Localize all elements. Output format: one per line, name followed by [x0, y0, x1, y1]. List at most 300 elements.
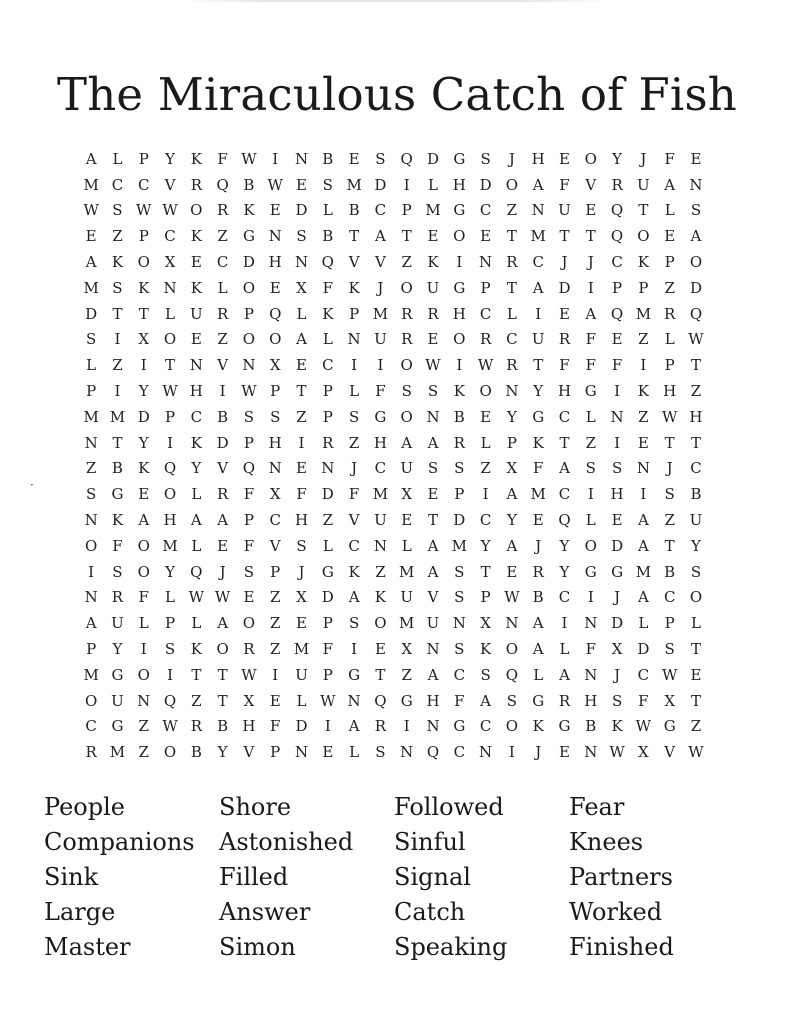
grid-letter: X [243, 691, 255, 710]
grid-letter: V [269, 536, 281, 555]
grid-letter: A [559, 459, 570, 478]
grid-letter: S [348, 614, 360, 633]
grid-letter: P [664, 253, 675, 272]
grid-letter: B [243, 175, 255, 194]
grid-letter: I [640, 485, 647, 504]
grid-letter: I [508, 743, 515, 762]
grid-letter: X [269, 356, 281, 375]
grid-letter: L [217, 278, 228, 297]
grid-letter: J [298, 562, 305, 581]
grid-letter: G [111, 665, 124, 684]
grid-letter: R [532, 562, 544, 581]
grid-letter: N [294, 253, 309, 272]
grid-letter: T [401, 227, 412, 246]
grid-letter: L [191, 536, 202, 555]
grid-letter: M [162, 536, 178, 555]
grid-letter: H [373, 433, 387, 452]
grid-letter: D [321, 485, 334, 504]
grid-letter: L [191, 485, 202, 504]
grid-letter: H [294, 511, 309, 530]
grid-letter: I [88, 562, 95, 581]
grid-letter: D [689, 278, 702, 297]
grid-letter: C [479, 201, 492, 220]
grid-letter: H [452, 304, 466, 323]
grid-letter: E [532, 511, 544, 530]
grid-letter: L [664, 330, 675, 349]
grid-letter: Y [138, 382, 149, 401]
grid-letter: G [321, 562, 334, 581]
word-list-item: Sink [44, 863, 99, 891]
grid-letter: E [559, 743, 570, 762]
grid-letter: M [83, 175, 99, 194]
grid-letter: D [558, 278, 571, 297]
grid-letter: U [558, 201, 571, 220]
grid-letter: G [584, 562, 597, 581]
word-list-item: Knees [569, 828, 644, 856]
grid-letter: L [585, 511, 596, 530]
grid-letter: Q [163, 459, 177, 478]
grid-letter: R [427, 304, 439, 323]
grid-letter: A [217, 614, 229, 633]
grid-letter: Q [242, 459, 256, 478]
grid-letter: G [532, 691, 545, 710]
grid-letter: A [190, 511, 202, 530]
grid-letter: C [269, 511, 281, 530]
grid-letter: K [138, 278, 150, 297]
grid-letter: P [349, 304, 360, 323]
grid-letter: I [272, 665, 279, 684]
grid-letter: Z [585, 433, 596, 452]
grid-letter: F [532, 459, 544, 478]
grid-letter: V [243, 743, 255, 762]
grid-letter: E [296, 175, 307, 194]
grid-letter: O [163, 485, 177, 504]
scan-edge-line [180, 0, 610, 2]
grid-letter: J [351, 459, 358, 478]
grid-letter: B [348, 201, 360, 220]
grid-letter: T [112, 433, 123, 452]
grid-letter: H [531, 149, 545, 168]
grid-letter: E [348, 149, 360, 168]
grid-letter: K [348, 278, 360, 297]
grid-letter: I [351, 640, 358, 659]
grid-letter: W [241, 149, 257, 168]
grid-letter: K [479, 640, 492, 659]
grid-letter: B [690, 485, 702, 504]
grid-letter: K [322, 304, 334, 323]
grid-letter: F [270, 717, 281, 736]
grid-letter: I [167, 433, 173, 452]
grid-letter: W [320, 691, 336, 710]
grid-letter: L [86, 356, 97, 375]
grid-letter: E [296, 356, 307, 375]
grid-letter: Q [558, 511, 571, 530]
grid-letter: I [324, 717, 331, 736]
grid-letter: I [614, 433, 621, 452]
grid-letter: G [558, 717, 571, 736]
grid-letter: C [479, 304, 492, 323]
grid-letter: I [403, 717, 410, 736]
grid-letter: S [86, 330, 97, 349]
grid-letter: I [272, 149, 279, 168]
grid-letter: T [349, 227, 360, 246]
grid-letter: N [137, 691, 151, 710]
grid-letter: Y [559, 562, 570, 581]
grid-letter: Z [664, 511, 675, 530]
grid-letter: C [690, 459, 702, 478]
grid-letter: Z [270, 614, 281, 633]
grid-letter: J [535, 536, 542, 555]
grid-letter: E [559, 149, 570, 168]
grid-letter: Q [190, 562, 203, 581]
grid-letter: H [689, 407, 703, 426]
grid-letter: H [663, 382, 677, 401]
grid-letter: X [164, 253, 176, 272]
grid-letter: O [505, 175, 519, 194]
grid-letter: K [190, 433, 202, 452]
grid-letter: N [584, 614, 598, 633]
grid-letter: F [559, 356, 570, 375]
grid-letter: U [400, 588, 414, 607]
grid-letter: J [614, 588, 621, 607]
grid-letter: P [480, 278, 491, 297]
grid-letter: N [505, 382, 519, 401]
grid-letter: K [427, 253, 439, 272]
grid-letter: C [637, 665, 650, 684]
grid-letter: K [111, 511, 124, 530]
grid-letter: X [296, 588, 307, 607]
grid-letter: G [453, 717, 466, 736]
word-list-item: Answer [219, 898, 311, 926]
grid-letter: J [587, 253, 594, 272]
grid-letter: L [138, 614, 149, 633]
grid-letter: E [559, 304, 570, 323]
grid-letter: F [112, 536, 123, 555]
grid-letter: M [83, 407, 99, 426]
grid-letter: N [84, 433, 98, 452]
grid-letter: T [664, 433, 675, 452]
grid-letter: X [401, 485, 413, 504]
grid-letter: D [321, 588, 334, 607]
word-list-item: Finished [569, 933, 674, 961]
grid-letter: A [532, 175, 544, 194]
grid-letter: S [664, 640, 675, 659]
grid-letter: E [427, 485, 439, 504]
grid-letter: C [558, 588, 571, 607]
grid-letter: R [243, 640, 255, 659]
grid-letter: T [690, 640, 701, 659]
grid-letter: L [506, 304, 517, 323]
grid-letter: L [322, 201, 333, 220]
grid-letter: M [530, 485, 546, 504]
grid-letter: Y [112, 640, 123, 659]
grid-letter: Z [690, 382, 702, 401]
grid-letter: I [403, 175, 410, 194]
grid-letter: G [453, 149, 466, 168]
grid-letter: P [322, 665, 333, 684]
grid-letter: D [85, 304, 98, 323]
grid-letter: Y [506, 407, 517, 426]
word-list-item: Companions [44, 828, 195, 856]
word-list-item: Shore [219, 793, 292, 821]
grid-letter: O [689, 588, 703, 607]
grid-letter: E [374, 640, 386, 659]
grid-letter: F [585, 356, 596, 375]
grid-letter: L [112, 149, 123, 168]
grid-letter: J [640, 149, 647, 168]
grid-letter: O [584, 149, 597, 168]
grid-letter: U [111, 691, 124, 710]
grid-letter: G [111, 485, 124, 504]
grid-letter: Y [191, 459, 202, 478]
grid-letter: M [399, 614, 415, 633]
grid-letter: C [558, 485, 571, 504]
grid-letter: Z [506, 201, 518, 220]
grid-letter: S [112, 562, 123, 581]
grid-letter: G [111, 717, 124, 736]
grid-letter: H [268, 433, 282, 452]
grid-letter: M [635, 562, 652, 581]
grid-letter: S [427, 382, 439, 401]
grid-letter: H [163, 511, 177, 530]
grid-letter: R [506, 356, 518, 375]
grid-letter: F [322, 278, 334, 297]
grid-letter: G [584, 382, 597, 401]
grid-letter: D [637, 640, 650, 659]
grid-letter: L [559, 640, 570, 659]
grid-letter: B [217, 407, 229, 426]
grid-letter: A [348, 588, 360, 607]
grid-letter: G [374, 407, 387, 426]
grid-letter: C [322, 356, 334, 375]
grid-letter: I [587, 588, 594, 607]
grid-letter: Z [375, 562, 386, 581]
grid-letter: O [242, 330, 256, 349]
grid-letter: N [452, 614, 466, 633]
grid-letter: W [688, 330, 704, 349]
grid-letter: S [86, 485, 97, 504]
grid-letter: Y [480, 536, 491, 555]
grid-letter: O [84, 536, 98, 555]
grid-letter: L [349, 743, 360, 762]
grid-letter: M [83, 278, 99, 297]
grid-letter: W [635, 717, 652, 736]
grid-letter: K [138, 459, 150, 478]
grid-letter: X [138, 330, 150, 349]
grid-letter: X [296, 278, 307, 297]
grid-letter: O [137, 536, 150, 555]
grid-letter: R [216, 201, 229, 220]
grid-letter: V [664, 743, 676, 762]
grid-letter: A [690, 227, 702, 246]
grid-letter: V [374, 253, 386, 272]
grid-letter: O [84, 691, 98, 710]
grid-letter: H [557, 382, 572, 401]
grid-letter: Z [191, 691, 202, 710]
grid-letter: P [86, 382, 97, 401]
grid-letter: T [217, 665, 228, 684]
grid-letter: V [585, 175, 597, 194]
grid-letter: S [112, 201, 123, 220]
grid-letter: N [347, 330, 361, 349]
grid-letter: U [374, 330, 387, 349]
grid-letter: Y [138, 433, 149, 452]
grid-letter: I [614, 382, 621, 401]
grid-letter: J [666, 459, 673, 478]
grid-letter: O [453, 227, 466, 246]
grid-letter: I [640, 356, 647, 375]
grid-letter: A [427, 665, 439, 684]
grid-letter: N [400, 743, 414, 762]
grid-letter: N [294, 743, 309, 762]
grid-letter: O [190, 201, 203, 220]
grid-letter: S [375, 149, 386, 168]
grid-letter: O [637, 227, 650, 246]
grid-letter: Z [401, 253, 412, 272]
grid-letter: A [427, 536, 439, 555]
grid-letter: S [348, 407, 360, 426]
grid-letter: R [401, 330, 413, 349]
grid-letter: F [322, 640, 334, 659]
grid-letter: L [428, 175, 438, 194]
grid-letter: Z [217, 330, 228, 349]
grid-letter: I [167, 665, 173, 684]
grid-letter: O [163, 743, 177, 762]
grid-letter: F [348, 485, 360, 504]
grid-letter: I [561, 614, 568, 633]
grid-letter: H [584, 691, 598, 710]
grid-letter: V [217, 356, 229, 375]
grid-letter: X [401, 640, 413, 659]
grid-letter: S [375, 743, 386, 762]
word-list-item: Followed [394, 793, 504, 821]
grid-letter: S [611, 691, 623, 710]
grid-letter: O [374, 614, 387, 633]
grid-letter: G [453, 201, 466, 220]
grid-letter: P [243, 304, 254, 323]
grid-letter: T [296, 382, 307, 401]
grid-letter: G [532, 407, 545, 426]
grid-letter: J [561, 253, 568, 272]
grid-letter: P [322, 614, 333, 633]
grid-letter: P [270, 743, 281, 762]
grid-letter: E [269, 278, 281, 297]
grid-letter: K [190, 278, 202, 297]
grid-letter: N [636, 459, 650, 478]
grid-letter: N [84, 511, 98, 530]
grid-letter: L [191, 614, 202, 633]
grid-letter: Q [321, 253, 334, 272]
grid-letter: W [241, 665, 257, 684]
grid-letter: T [165, 356, 176, 375]
grid-letter: D [611, 536, 624, 555]
grid-letter: K [532, 717, 544, 736]
grid-letter: Z [112, 227, 123, 246]
grid-letter: G [400, 691, 413, 710]
grid-letter: E [269, 691, 281, 710]
grid-letter: F [559, 175, 570, 194]
grid-letter: Y [217, 743, 228, 762]
grid-letter: S [112, 278, 123, 297]
grid-letter: S [322, 175, 333, 194]
grid-letter: T [664, 536, 675, 555]
grid-letter: N [584, 743, 598, 762]
grid-letter: Q [610, 201, 624, 220]
grid-letter: I [351, 356, 358, 375]
grid-letter: S [690, 562, 702, 581]
grid-letter: X [611, 640, 623, 659]
grid-letter: K [453, 382, 465, 401]
grid-letter: H [242, 717, 256, 736]
grid-letter: R [664, 304, 676, 323]
grid-letter: E [427, 227, 439, 246]
grid-letter: K [190, 227, 202, 246]
grid-letter: C [663, 588, 676, 607]
grid-letter: P [401, 201, 412, 220]
grid-letter: R [611, 175, 623, 194]
grid-letter: Z [348, 433, 360, 452]
grid-letter: Y [165, 562, 175, 581]
grid-letter: D [453, 511, 466, 530]
grid-letter: C [138, 175, 150, 194]
grid-letter: A [532, 614, 544, 633]
grid-letter: Q [163, 691, 177, 710]
grid-letter: S [270, 407, 281, 426]
grid-letter: S [480, 665, 491, 684]
grid-letter: N [584, 665, 598, 684]
grid-letter: Q [610, 304, 624, 323]
grid-letter: S [427, 459, 439, 478]
grid-letter: S [585, 459, 596, 478]
grid-letter: K [374, 588, 387, 607]
grid-letter: E [690, 149, 702, 168]
grid-letter: O [242, 614, 256, 633]
word-list-item: Speaking [394, 933, 508, 961]
grid-letter: L [664, 201, 675, 220]
grid-letter: B [111, 459, 123, 478]
grid-letter: T [480, 562, 491, 581]
word-list-item: Sinful [394, 828, 466, 856]
grid-letter: O [269, 330, 282, 349]
grid-letter: M [635, 304, 652, 323]
grid-letter: Z [112, 356, 123, 375]
grid-letter: B [453, 407, 465, 426]
grid-letter: N [321, 459, 335, 478]
grid-letter: A [427, 433, 439, 452]
grid-letter: H [610, 485, 624, 504]
grid-letter: I [140, 640, 147, 659]
grid-letter: L [296, 304, 307, 323]
grid-letter: W [214, 588, 231, 607]
grid-letter: X [664, 691, 676, 710]
grid-letter: W [188, 588, 205, 607]
grid-letter: C [558, 407, 571, 426]
grid-letter: K [611, 717, 623, 736]
grid-letter: N [268, 227, 282, 246]
grid-letter: J [377, 278, 384, 297]
grid-letter: T [690, 433, 701, 452]
grid-letter: Y [533, 382, 544, 401]
grid-letter: O [689, 253, 703, 272]
grid-letter: P [454, 485, 465, 504]
grid-letter: J [508, 149, 515, 168]
grid-letter: I [140, 356, 147, 375]
grid-letter: J [535, 743, 542, 762]
grid-letter: V [348, 511, 360, 530]
grid-letter: D [295, 201, 308, 220]
grid-letter: D [216, 433, 229, 452]
grid-letter: L [480, 433, 491, 452]
